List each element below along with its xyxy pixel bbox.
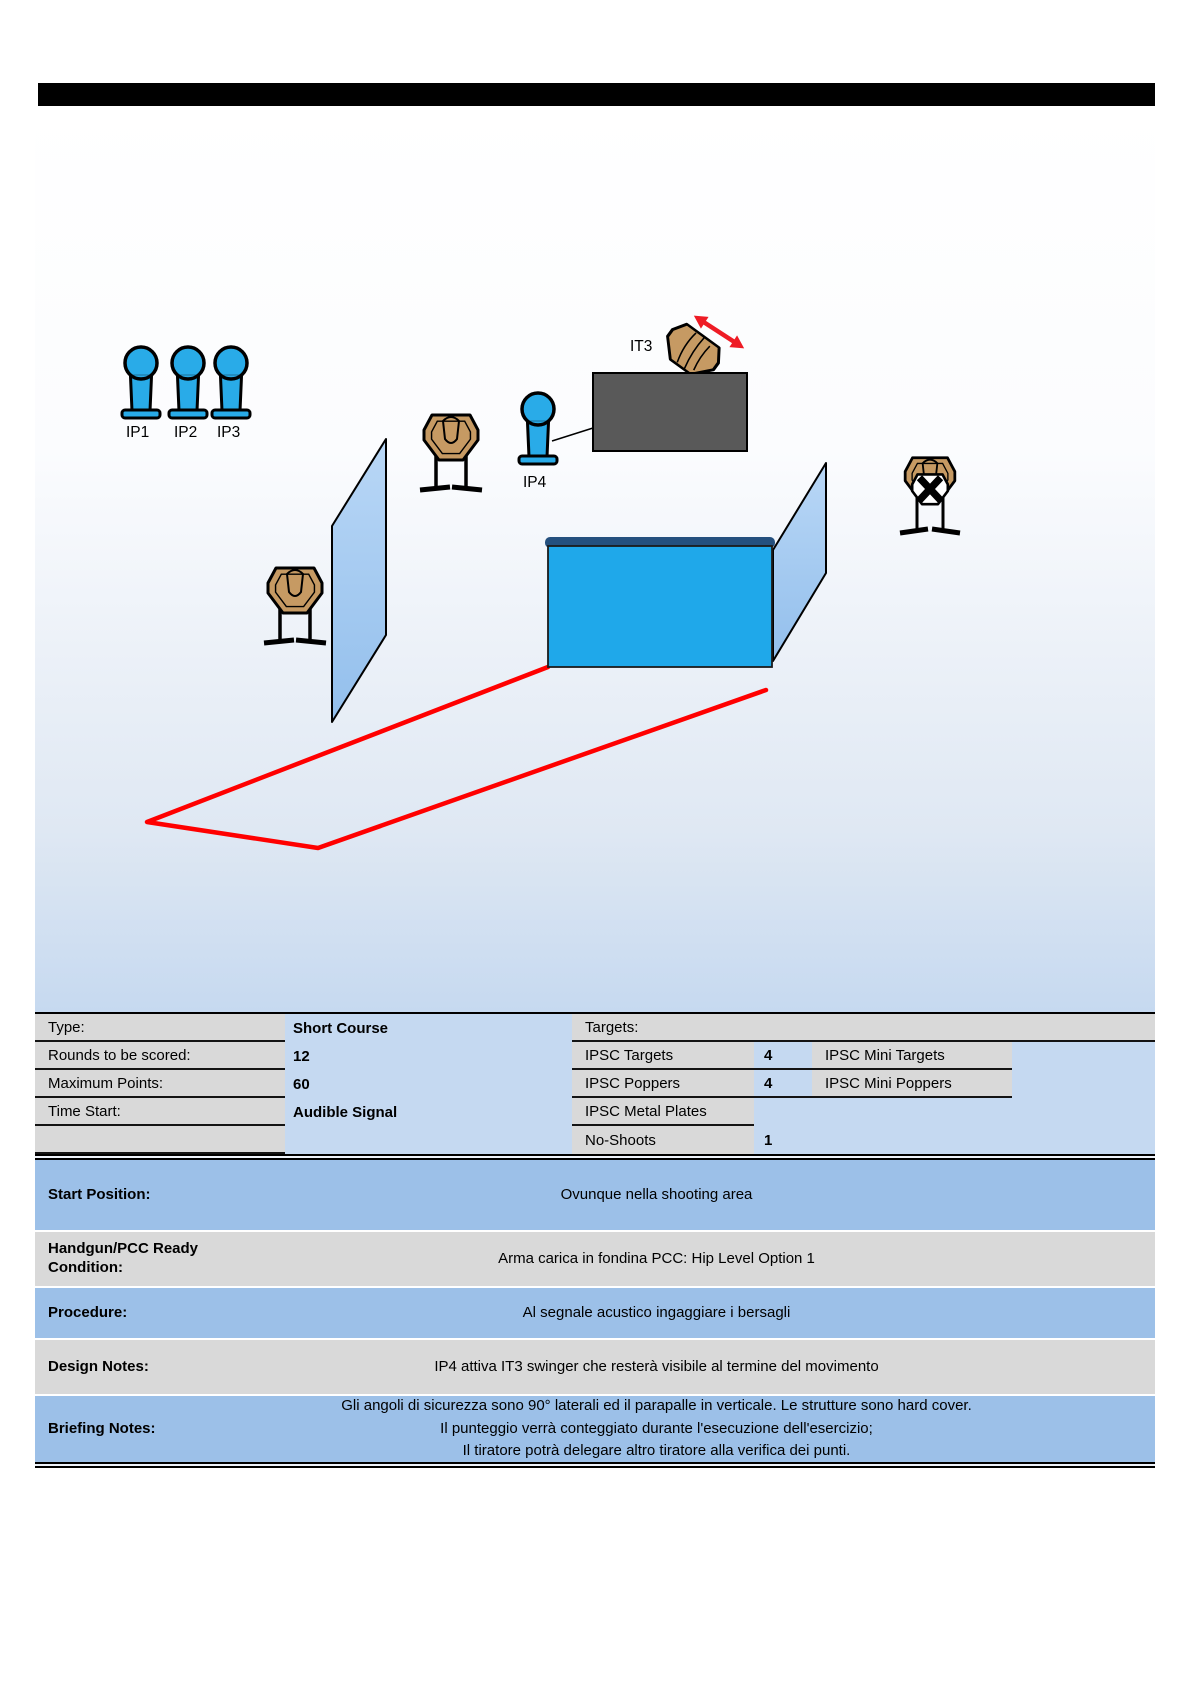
briefing-notes-label: Briefing Notes: — [48, 1419, 156, 1437]
design-notes-row — [35, 1340, 1155, 1394]
rounds-label: Rounds to be scored: — [35, 1042, 285, 1070]
table-row — [572, 1126, 1155, 1154]
type-label: Type: — [35, 1014, 285, 1042]
procedure-value: Al segnale acustico ingaggiare i bersagli — [522, 1303, 791, 1321]
procedure-row — [35, 1288, 1155, 1338]
label-ip1: IP1 — [126, 424, 150, 441]
bottom-double-rule — [35, 1462, 1155, 1468]
ipsc-targets-count: 4 — [764, 1046, 773, 1064]
metal-plates-label: IPSC Metal Plates — [572, 1098, 754, 1126]
table-row — [35, 1126, 560, 1154]
hardcover-box — [593, 373, 747, 451]
table-row — [572, 1014, 1155, 1042]
label-ip4: IP4 — [523, 474, 547, 491]
ipsc-poppers-count: 4 — [764, 1074, 773, 1092]
start-position-row — [35, 1160, 1155, 1230]
ipsc-mini-targets-label: IPSC Mini Targets — [812, 1042, 1012, 1068]
table-row — [572, 1042, 1155, 1070]
start-position-label: Start Position: — [48, 1185, 151, 1203]
targets-header: Targets: — [572, 1014, 1155, 1042]
empty-value — [285, 1126, 560, 1154]
time-start-label: Time Start: — [35, 1098, 285, 1126]
label-it3: IT3 — [630, 338, 653, 355]
table-row — [572, 1098, 1155, 1126]
label-ip2: IP2 — [174, 424, 198, 441]
table-row — [35, 1014, 560, 1042]
table-row — [572, 1070, 1155, 1098]
briefing-notes-row — [35, 1396, 1155, 1462]
no-shoots-count: 1 — [764, 1131, 773, 1149]
empty-cell — [35, 1126, 285, 1154]
targets-pane — [572, 1014, 1155, 1154]
ready-condition-label: Handgun/PCC Ready Condition: — [48, 1240, 199, 1276]
table-row — [35, 1042, 560, 1070]
ready-condition-value: Arma carica in fondina PCC: Hip Level Option 1 — [498, 1249, 815, 1267]
ipsc-targets-label: IPSC Targets — [572, 1042, 754, 1068]
label-ip3: IP3 — [217, 424, 241, 441]
procedure-label: Procedure: — [48, 1303, 128, 1321]
briefing-notes-line-1: Gli angoli di sicurezza sono 90° laterali ed il parapalle in verticale. Le strutture sono hard cover. — [341, 1397, 972, 1415]
start-position-value: Ovunque nella shooting area — [560, 1185, 753, 1203]
ready-condition-row — [35, 1232, 1155, 1286]
title-bar — [38, 83, 1155, 108]
briefing-notes-line-3: Il tiratore potrà delegare altro tiratore alla verifica dei punti. — [462, 1442, 851, 1460]
max-points-value: 60 — [293, 1075, 310, 1093]
max-points-label: Maximum Points: — [35, 1070, 285, 1098]
design-notes-value: IP4 attiva IT3 swinger che resterà visibile al termine del movimento — [434, 1357, 879, 1375]
time-start-value: Audible Signal — [293, 1103, 398, 1121]
ipsc-mini-poppers-label: IPSC Mini Poppers — [812, 1070, 1012, 1096]
stage-diagram — [35, 106, 1155, 1012]
no-shoots-label: No-Shoots — [572, 1126, 754, 1154]
stage-info-left-pane — [35, 1014, 560, 1154]
design-notes-label: Design Notes: — [48, 1357, 149, 1375]
briefing-notes-line-2: Il punteggio verrà conteggiato durante l'esecuzione dell'esercizio; — [440, 1419, 873, 1437]
ipsc-poppers-label: IPSC Poppers — [572, 1070, 754, 1096]
briefing-notes-text — [233, 1395, 1155, 1463]
barrier-box — [545, 537, 775, 667]
table-row — [35, 1070, 560, 1098]
stage-info-table — [35, 1012, 1155, 1154]
rounds-value: 12 — [293, 1047, 310, 1065]
table-row — [35, 1098, 560, 1126]
type-value: Short Course — [293, 1019, 389, 1037]
